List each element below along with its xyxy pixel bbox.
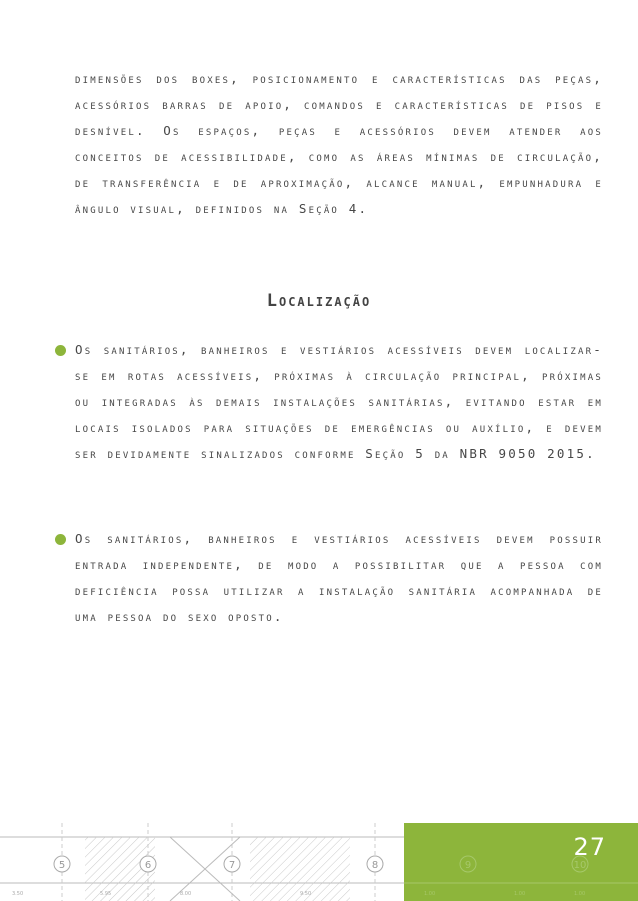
dimension-label: 8.00 xyxy=(180,891,192,897)
bullet-icon xyxy=(55,345,66,356)
section-title: Localização xyxy=(266,291,372,311)
dimension-label: 3.50 xyxy=(12,891,24,897)
dimension-label: 5.95 xyxy=(100,891,112,897)
bullet-paragraph-2: Os sanitários, banheiros e vestiários acessíveis devem possuir entrada independente, de modo a possibilitar que a pessoa com deficiência possa utilizar a instalação sanitária acompanhada de uma pessoa do sexo oposto. xyxy=(75,531,603,624)
dimension-label: 1.00 xyxy=(424,891,436,897)
dimension-label: 1.00 xyxy=(514,891,526,897)
plan-label: 10 xyxy=(573,860,587,871)
plan-label: 6 xyxy=(144,860,152,871)
page-number: 27 xyxy=(573,833,606,861)
bullet-icon xyxy=(55,534,66,545)
plan-label: 7 xyxy=(228,860,236,871)
dimension-label: 9.50 xyxy=(300,891,312,897)
plan-label: 5 xyxy=(58,860,66,871)
bullet-paragraph-1: Os sanitários, banheiros e vestiários acessíveis devem localizar-se em rotas acessíveis, próximas à circulação principal, próximas ou integradas às demais instalações sanitárias, evitando estar em locais isolados para situações de emergências ou auxílio, e devem ser devidamente sinalizados conforme Seção 5 da NBR 9050 2015. xyxy=(75,342,603,461)
dimension-label: 1.00 xyxy=(574,891,586,897)
plan-label: 9 xyxy=(464,860,472,871)
intro-paragraph: dimensões dos boxes, posicionamento e características das peças, acessórios barras de apoio, comandos e características de pisos e desnível. Os espaços, peças e acessórios devem atender aos conceitos de acessibilidade, como as áreas mínimas de circulação, de transferência e de aproximação, alcance manual, empunhadura e ângulo visual, definidos na Seção 4. xyxy=(75,71,603,216)
plan-label: 8 xyxy=(371,860,379,871)
